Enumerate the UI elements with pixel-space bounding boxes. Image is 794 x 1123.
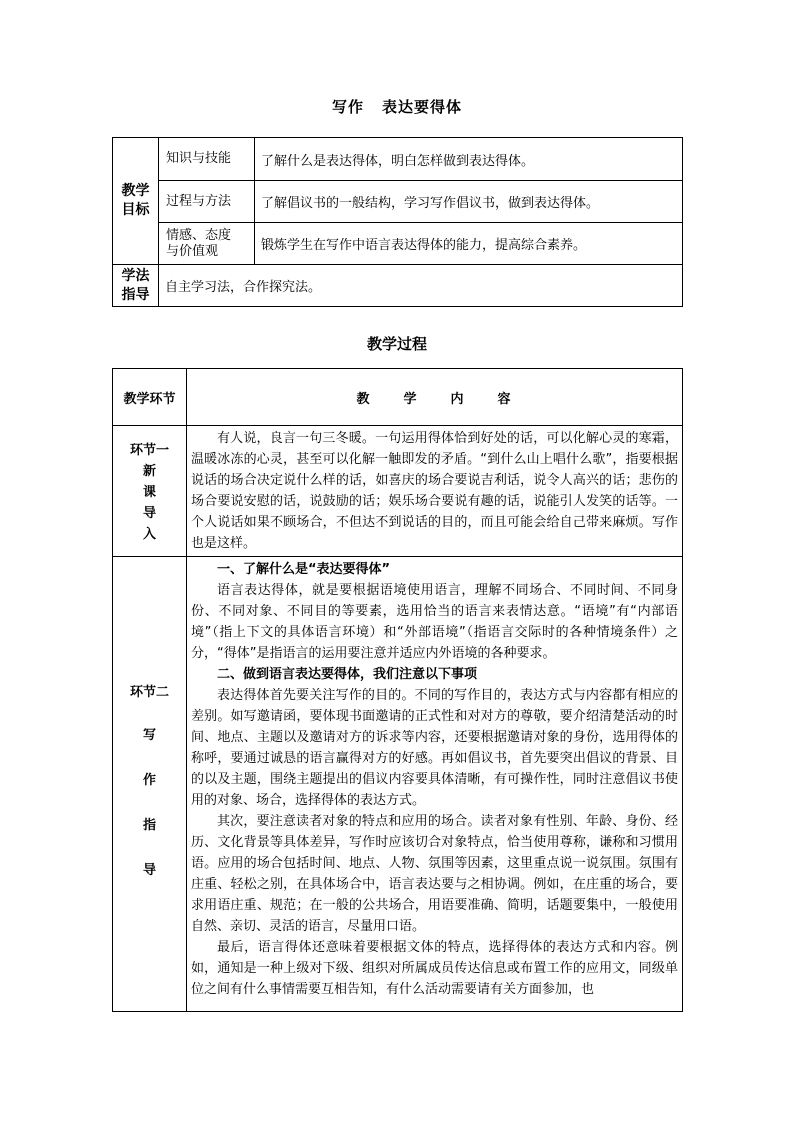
stage1-label: [113, 426, 187, 557]
goal-row-process: [113, 181, 683, 223]
stage2-paragraph-4: 最后，语言得体还意味着要根据文体的特点，选择得体的表达方式和内容。例如，通知是一种上级对下级、组织对所属成员传达信息或布置工作的应用文，同级单位之间有什么事情需要互相告知，有什么活动需要请有关方面参加，也: [191, 940, 678, 997]
goal-label-knowledge: 知识与技能: [159, 138, 255, 181]
goal-row-knowledge: [113, 138, 683, 181]
stage2-char-4: 导: [142, 863, 156, 878]
stage2-content: [187, 557, 683, 1012]
method-row: [113, 265, 683, 307]
stage1-row: [113, 426, 683, 557]
stage2-heading-2: 二、做到语言表达要得体，我们注意以下事项: [217, 667, 478, 682]
goal-label-attitude-line2: 与价值观: [166, 243, 219, 259]
stage1-paragraph: 有人说，良言一句三冬暖。一句运用得体恰到好处的话，可以化解心灵的寒霜，温暖冰冻的心灵，甚至可以化解一触即发的矛盾。“到什么山上唱什么歌”，指要根据说话的场合决定说什么样的话，如喜庆的场合要说吉利话，说令人高兴的话；悲伤的场合要说安慰的话，说鼓励的话；娱乐场合要说有趣的话，说能引人发笑的话等。一个人说话如果不顾场合，不但达不到说话的目的，而且可能会给自己带来麻烦。写作也是这样。: [191, 431, 678, 551]
method-label-line1: 学法: [121, 267, 150, 284]
stage1-name: 环节一: [129, 443, 169, 458]
stage2-paragraph-3: 其次，要注意读者对象的特点和应用的场合。读者对象有性别、年龄、身份、经历、文化背景等具体差异，写作时应该切合对象特点，恰当使用尊称，谦称和习惯用语。应用的场合包括时间、地点、人物、氛围等因素，这里重点说一说氛围。氛围有庄重、轻松之别，在具体场合中，语言表达要与之相协调。例如，在庄重的场合，要求用语庄重、规范；在一般的公共场合，用语要准确、简明，话题要集中，一般使用自然、亲切、灵活的语言，尽量用口语。: [191, 814, 678, 934]
stage2-heading-1: 一、了解什么是“表达要得体”: [217, 562, 391, 577]
stage2-label: [113, 557, 187, 1012]
stage2-paragraph-2: 表达得体首先要关注写作的目的。不同的写作目的，表达方式与内容都有相应的差别。如写邀请函，要体现书面邀请的正式性和对对方的尊敬，要介绍清楚活动的时间、地点、主题以及邀请对方的诉求等内容，还要根据邀请对象的身份，选用得体的称呼，要通过诚恳的语言赢得对方的好感。再如倡议书，首先要突出倡议的背景、目的以及主题，围绕主题提出的倡议内容要具体清晰，有可操作性，同时注意倡议书使用的对象、场合，选择得体的表达方式。: [191, 688, 678, 808]
process-title: 教学过程: [366, 335, 427, 353]
content-header-char-3: 内: [450, 391, 466, 407]
goals-group-label: [113, 138, 159, 265]
stage-column-header: 教学环节: [113, 369, 187, 426]
document-title: [0, 96, 794, 117]
goal-label-attitude: [159, 223, 255, 265]
method-label: [113, 265, 159, 307]
goals-group-label-line1: 教学: [121, 183, 150, 199]
content-header-char-1: 教: [356, 391, 372, 407]
process-header-row: [113, 369, 683, 426]
goal-label-process: 过程与方法: [159, 181, 255, 223]
goals-group-label-line2: 目标: [121, 202, 150, 218]
goal-text-process: 了解倡议书的一般结构，学习写作倡议书，做到表达得体。: [255, 181, 683, 223]
content-column-header: [187, 369, 683, 426]
method-text: 自主学习法，合作探究法。: [159, 265, 683, 307]
teaching-goals-table: [112, 137, 683, 307]
content-header-char-2: 学: [403, 391, 419, 407]
stage1-char-1: 新: [142, 464, 156, 479]
stage2-char-2: 作: [142, 773, 156, 788]
content-header-char-4: 容: [497, 391, 513, 407]
goal-row-attitude: [113, 223, 683, 265]
stage2-name: 环节二: [129, 685, 169, 700]
title-part-1: 写作: [331, 98, 364, 116]
stage1-char-4: 入: [142, 527, 156, 542]
stage2-row: [113, 557, 683, 1012]
goal-text-attitude: 锻炼学生在写作中语言表达得体的能力，提高综合素养。: [255, 223, 683, 265]
teaching-process-table: [112, 368, 683, 1012]
stage1-char-3: 导: [142, 506, 156, 521]
stage1-content: [187, 426, 683, 557]
goal-label-attitude-line1: 情感、态度: [166, 227, 232, 243]
goal-text-knowledge: 了解什么是表达得体，明白怎样做到表达得体。: [255, 138, 683, 181]
stage2-char-1: 写: [142, 728, 156, 743]
title-part-2: 表达要得体: [382, 98, 463, 116]
stage2-char-3: 指: [142, 818, 156, 833]
method-label-line2: 指导: [121, 286, 150, 303]
stage1-char-2: 课: [142, 485, 156, 500]
stage2-paragraph-1: 语言表达得体，就是要根据语境使用语言，理解不同场合、不同时间、不同身份、不同对象、不同目的等要素，选用恰当的语言来表情达意。“语境”有“内部语境”（指上下文的具体语言环境）和“外部语境”（指语言交际时的各种情境条件）之分，“得体”是指语言的运用要注意并适应内外语境的各种要求。: [191, 583, 678, 661]
